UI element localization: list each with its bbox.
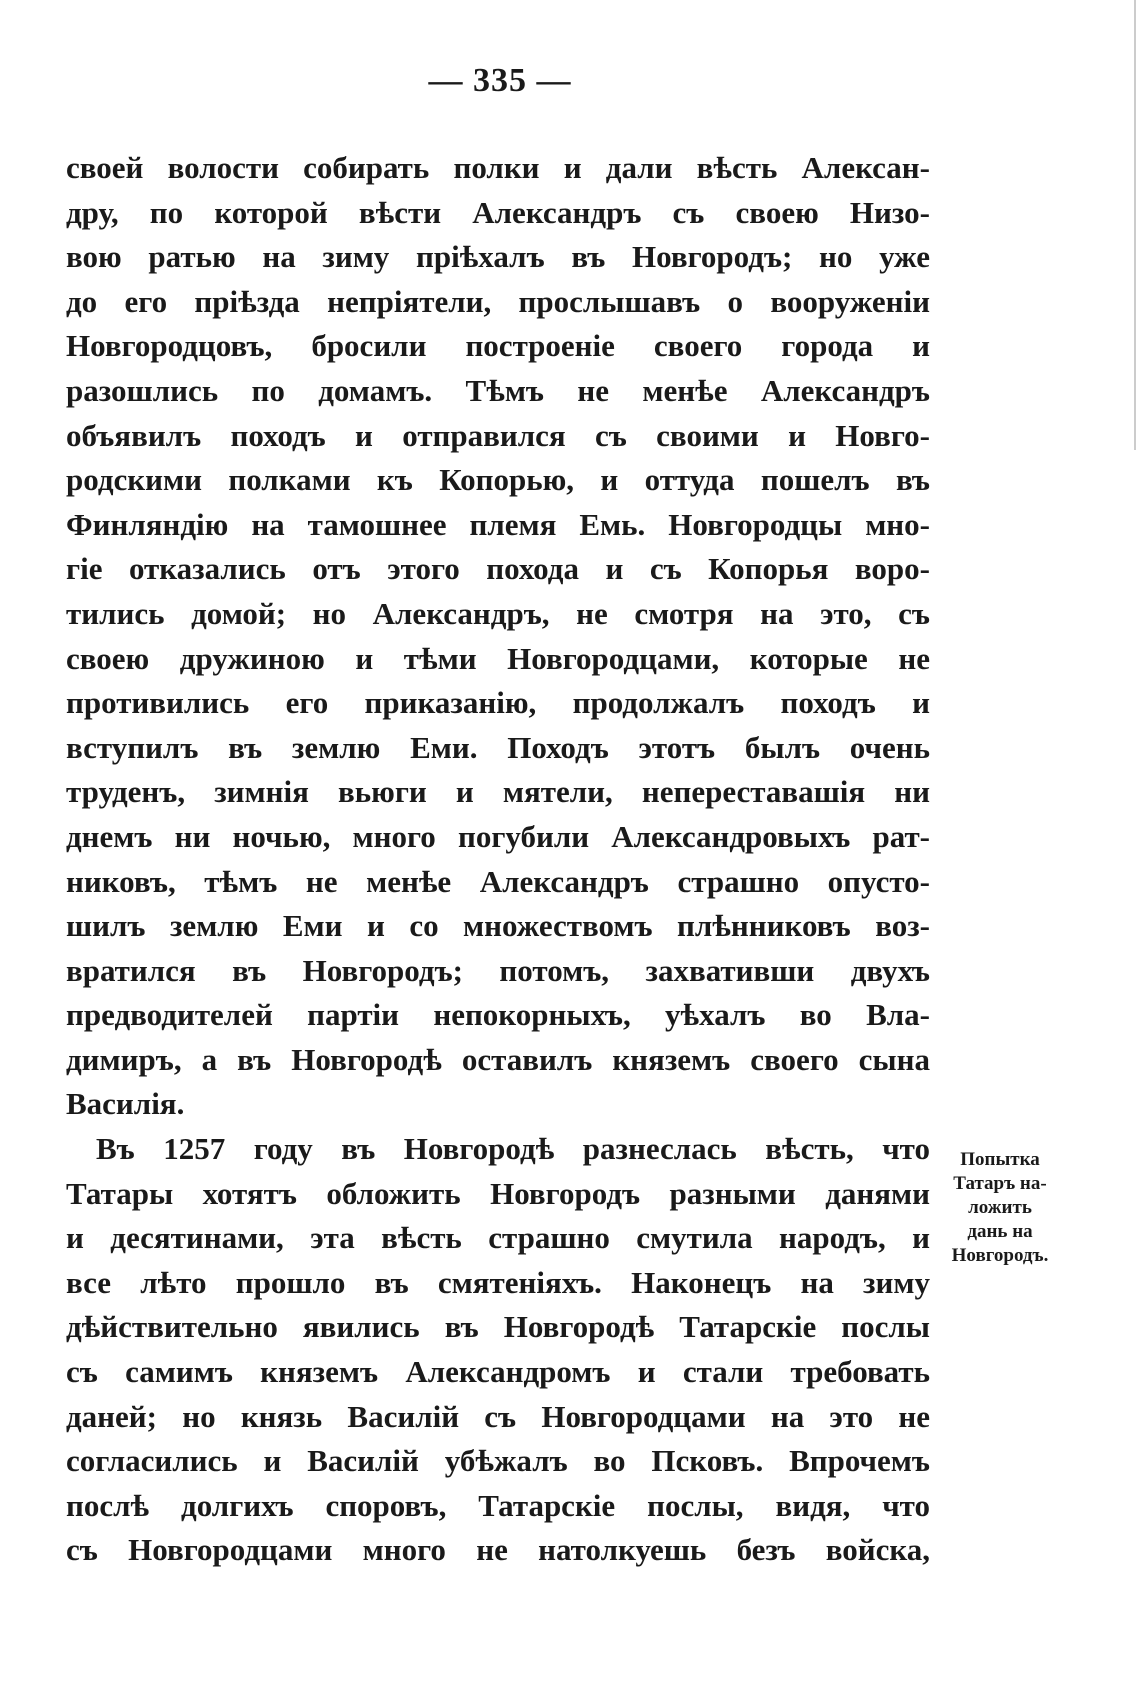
text-line: никовъ, тѣмъ не менѣе Александръ страшно опусто- bbox=[66, 863, 930, 899]
text-line: дѣйствительно явились въ Новгородѣ Татарскіе послы bbox=[66, 1309, 930, 1345]
text-line: шилъ землю Еми и со множествомъ плѣнниковъ воз- bbox=[66, 908, 930, 944]
text-line: родскими полками къ Копорью, и оттуда пошелъ въ bbox=[66, 462, 930, 498]
text-line: вратился въ Новгородъ; потомъ, захвативши двухъ bbox=[66, 952, 930, 988]
text-line: съ самимъ княземъ Александромъ и стали требовать bbox=[66, 1354, 930, 1390]
margin-note-line: Новгородъ. bbox=[951, 1245, 1049, 1266]
text-line: предводителей партіи непокорныхъ, уѣхалъ во Вла- bbox=[66, 997, 930, 1033]
text-line: съ Новгородцами много не натолкуешь безъ войска, bbox=[66, 1532, 930, 1568]
text-line: до его пріѣзда непріятели, прослышавъ о вооруженіи bbox=[66, 283, 930, 319]
text-line: объявилъ походъ и отправился съ своими и Новго- bbox=[66, 417, 930, 453]
text-line: гіе отказались отъ этого похода и съ Копорья воро- bbox=[66, 551, 930, 587]
margin-note-line: ложить bbox=[968, 1197, 1032, 1218]
paragraph-end-line: Василія. bbox=[66, 1086, 185, 1122]
page-number: — 335 — bbox=[428, 62, 572, 99]
text-line: своею дружиною и тѣми Новгородцами, которые не bbox=[66, 640, 930, 676]
text-line: днемъ ни ночью, много погубили Александровыхъ рат- bbox=[66, 818, 930, 854]
text-line: разошлись по домамъ. Тѣмъ не менѣе Александръ bbox=[66, 372, 930, 408]
text-line: противились его приказанію, продолжалъ походъ и bbox=[66, 685, 930, 721]
text-line: согласились и Василій убѣжалъ во Псковъ. Впрочемъ bbox=[66, 1443, 930, 1479]
text-line: дру, по которой вѣсти Александръ съ своею Низо- bbox=[66, 194, 930, 230]
text-line: димиръ, а въ Новгородѣ оставилъ княземъ своего сына bbox=[66, 1041, 930, 1077]
margin-note-line: Татаръ на- bbox=[953, 1173, 1047, 1194]
text-line: даней; но князь Василій съ Новгородцами на это не bbox=[66, 1398, 930, 1434]
margin-note bbox=[940, 1148, 1060, 1268]
text-line: Финляндію на тамошнее племя Емь. Новгородцы мно- bbox=[66, 506, 930, 542]
text-line: все лѣто прошло въ смятеніяхъ. Наконецъ на зиму bbox=[66, 1264, 930, 1300]
text-line: Новгородцовъ, бросили построеніе своего города и bbox=[66, 328, 930, 364]
page-edge-shadow bbox=[1134, 0, 1136, 450]
paragraph-start-line: Въ 1257 году въ Новгородѣ разнеслась вѣсть, что bbox=[96, 1131, 930, 1167]
margin-note-line: дань на bbox=[967, 1221, 1033, 1242]
body-text bbox=[66, 146, 930, 1573]
text-line: своей волости собирать полки и дали вѣсть Алексан- bbox=[66, 150, 930, 185]
text-line: послѣ долгихъ споровъ, Татарскіе послы, видя, что bbox=[66, 1487, 930, 1523]
text-line: труденъ, зимнія вьюги и мятели, непереставашія ни bbox=[66, 774, 930, 810]
text-line: вступилъ въ землю Еми. Походъ этотъ былъ очень bbox=[66, 729, 930, 765]
text-line: вою ратью на зиму пріѣхалъ въ Новгородъ; но уже bbox=[66, 239, 930, 275]
text-line: тились домой; но Александръ, не смотря на это, съ bbox=[66, 595, 930, 631]
margin-note-line: Попытка bbox=[960, 1149, 1040, 1170]
text-line: Татары хотятъ обложить Новгородъ разными данями bbox=[66, 1175, 930, 1211]
text-line: и десятинами, эта вѣсть страшно смутила народъ, и bbox=[66, 1220, 930, 1256]
